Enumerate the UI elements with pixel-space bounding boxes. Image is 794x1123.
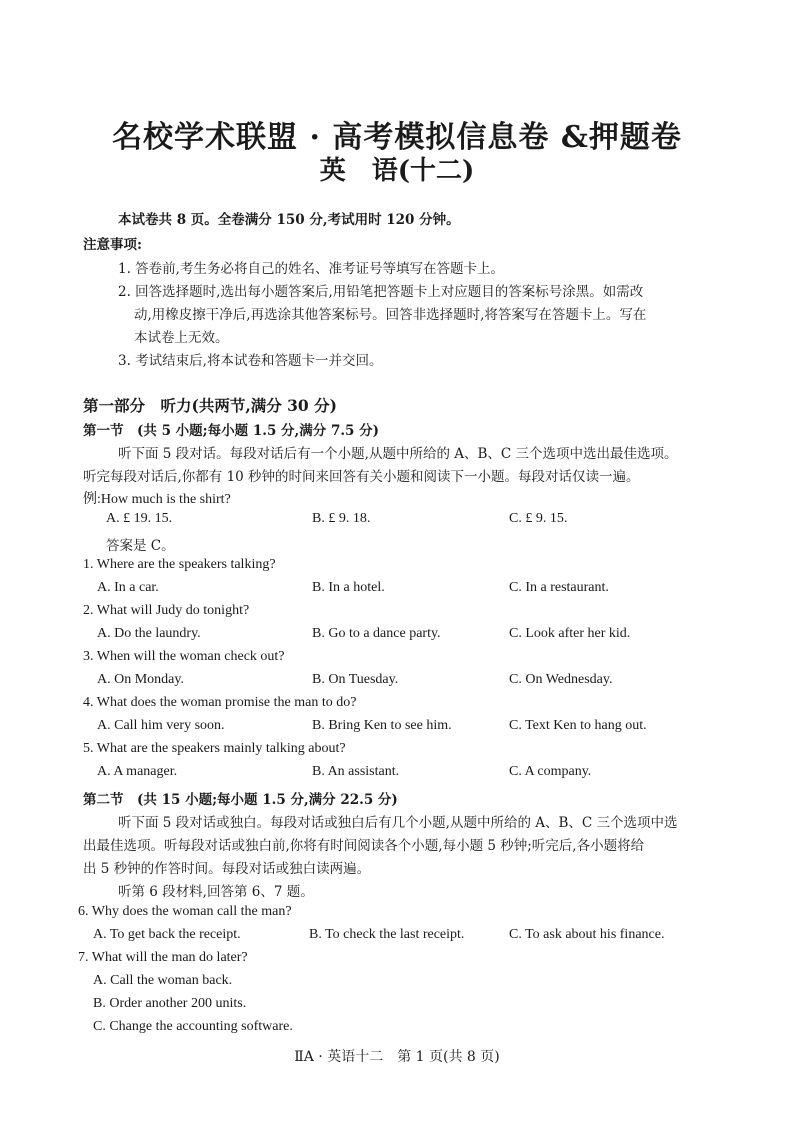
question-7-option-a: A. Call the woman back. bbox=[93, 973, 233, 988]
question-2-option-a: A. Do the laundry. bbox=[97, 626, 201, 641]
question-4: 4. What does the woman promise the man to do? bbox=[83, 695, 357, 710]
example-option-b: B. £ 9. 18. bbox=[312, 511, 371, 526]
question-2-option-c: C. Look after her kid. bbox=[509, 626, 631, 641]
question-1: 1. Where are the speakers talking? bbox=[83, 557, 276, 572]
section1-heading: 第一节 (共 5 小题;每小题 1.5 分,满分 7.5 分) bbox=[83, 423, 380, 439]
question-1-option-c: C. In a restaurant. bbox=[509, 580, 609, 595]
question-5: 5. What are the speakers mainly talking about? bbox=[83, 741, 346, 756]
question-7: 7. What will the man do later? bbox=[78, 950, 248, 965]
question-3: 3. When will the woman check out? bbox=[83, 649, 285, 664]
question-5-option-a: A. A manager. bbox=[97, 764, 178, 779]
exam-subject: 英 语(十二) bbox=[319, 156, 475, 186]
exam-title: 名校学术联盟 · 高考模拟信息卷 &押题卷 bbox=[112, 120, 682, 155]
question-6-option-a: A. To get back the receipt. bbox=[93, 927, 241, 942]
note-item: 动,用橡皮擦干净后,再选涂其他答案标号。回答非选择题时,将答案写在答题卡上。写在 bbox=[134, 307, 647, 323]
question-1-option-a: A. In a car. bbox=[97, 580, 159, 595]
example-answer: 答案是 C。 bbox=[106, 538, 175, 554]
question-3-option-a: A. On Monday. bbox=[97, 672, 184, 687]
question-7-option-c: C. Change the accounting software. bbox=[93, 1019, 293, 1034]
question-6: 6. Why does the woman call the man? bbox=[78, 904, 292, 919]
note-item: 3. 考试结束后,将本试卷和答题卡一并交回。 bbox=[118, 353, 383, 369]
section2-instructions: 出最佳选项。听每段对话或独白前,你将有时间阅读各个小题,每小题 5 秒钟;听完后,各小题将给 bbox=[83, 838, 645, 854]
example-option-a: A. £ 19. 15. bbox=[106, 511, 173, 526]
question-4-option-c: C. Text Ken to hang out. bbox=[509, 718, 647, 733]
question-3-option-b: B. On Tuesday. bbox=[312, 672, 399, 687]
section2-instructions: 出 5 秒钟的作答时间。每段对话或独白读两遍。 bbox=[83, 861, 371, 877]
notes-heading: 注意事项: bbox=[83, 237, 142, 253]
page-footer: ⅡA · 英语十二 第 1 页(共 8 页) bbox=[294, 1049, 500, 1065]
section2-heading: 第二节 (共 15 小题;每小题 1.5 分,满分 22.5 分) bbox=[83, 792, 398, 808]
question-4-option-a: A. Call him very soon. bbox=[97, 718, 225, 733]
question-4-option-b: B. Bring Ken to see him. bbox=[312, 718, 452, 733]
part1-heading: 第一部分 听力(共两节,满分 30 分) bbox=[83, 396, 337, 415]
question-3-option-c: C. On Wednesday. bbox=[509, 672, 613, 687]
note-item: 1. 答卷前,考生务必将自己的姓名、准考证号等填写在答题卡上。 bbox=[118, 261, 504, 277]
example-question: 例:How much is the shirt? bbox=[83, 492, 231, 507]
section1-instructions: 听完每段对话后,你都有 10 秒钟的时间来回答有关小题和阅读下一小题。每段对话仅读一遍。 bbox=[83, 469, 640, 485]
question-7-option-b: B. Order another 200 units. bbox=[93, 996, 247, 1011]
section1-instructions: 听下面 5 段对话。每段对话后有一个小题,从题中所给的 A、B、C 三个选项中选出最佳选项。 bbox=[118, 446, 678, 462]
question-2: 2. What will Judy do tonight? bbox=[83, 603, 250, 618]
example-option-c: C. £ 9. 15. bbox=[509, 511, 568, 526]
note-item: 2. 回答选择题时,选出每小题答案后,用铅笔把答题卡上对应题目的答案标号涂黑。如需改 bbox=[118, 284, 644, 300]
question-6-option-b: B. To check the last receipt. bbox=[309, 927, 465, 942]
question-2-option-b: B. Go to a dance party. bbox=[312, 626, 441, 641]
question-1-option-b: B. In a hotel. bbox=[312, 580, 385, 595]
section2-instructions: 听下面 5 段对话或独白。每段对话或独白后有几个小题,从题中所给的 A、B、C 三个选项中选 bbox=[118, 815, 678, 831]
question-5-option-b: B. An assistant. bbox=[312, 764, 400, 779]
question-6-option-c: C. To ask about his finance. bbox=[509, 927, 665, 942]
material-note: 听第 6 段材料,回答第 6、7 题。 bbox=[118, 884, 314, 900]
exam-intro: 本试卷共 8 页。全卷满分 150 分,考试用时 120 分钟。 bbox=[118, 212, 460, 228]
note-item: 本试卷上无效。 bbox=[134, 330, 229, 346]
question-5-option-c: C. A company. bbox=[509, 764, 592, 779]
